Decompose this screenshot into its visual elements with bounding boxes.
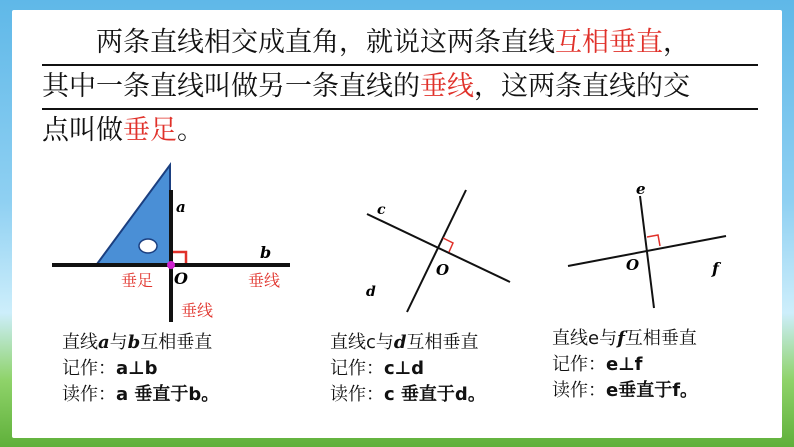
label-O-3: O	[626, 256, 640, 274]
figure-3	[568, 180, 726, 308]
set-square-triangle	[97, 165, 170, 264]
definition-text-2a: 其中一条直线叫做另一条直线的	[42, 71, 420, 102]
definition-text-2b: ，这两条直线的交	[474, 71, 690, 102]
figure-2	[366, 190, 510, 312]
label-d: d	[366, 284, 376, 300]
caption-3-reading-label: 读作：	[552, 380, 606, 401]
label-O-2: O	[436, 261, 450, 279]
caption-3-text-a: 直线e与	[552, 328, 618, 349]
term-mutually-perpendicular: 互相垂直	[555, 27, 663, 58]
definition-text-3b: 。	[177, 115, 204, 146]
set-square-hole	[139, 239, 157, 253]
figure-1	[52, 165, 290, 322]
caption-1-text-a: 直线	[62, 332, 98, 353]
term-foot-of-perpendicular: 垂足	[123, 115, 177, 146]
caption-3-notation	[552, 352, 698, 378]
caption-1-var-b: b	[127, 332, 141, 353]
caption-3-reading-value: e垂直于f。	[606, 380, 699, 401]
label-f: f	[712, 259, 719, 278]
caption-1-title	[62, 330, 219, 356]
label-c: c	[377, 202, 386, 218]
right-angle-mark-3	[647, 235, 660, 246]
caption-1-reading-label: 读作：	[62, 384, 116, 405]
caption-2-notation-value: c⊥d	[384, 358, 425, 379]
caption-3-reading	[552, 378, 698, 404]
caption-1-notation	[62, 356, 219, 382]
caption-1-var-a: a	[98, 332, 110, 353]
caption-figure-2	[330, 330, 486, 408]
caption-2-reading-value: c 垂直于d。	[384, 384, 486, 405]
caption-1-reading-value: a 垂直于b。	[116, 384, 220, 405]
label-e: e	[636, 180, 646, 198]
label-foot: 垂足	[121, 271, 154, 290]
caption-1-notation-label: 记作：	[62, 358, 116, 379]
caption-2-notation-label: 记作：	[330, 358, 384, 379]
caption-1-text-b: 与	[109, 332, 128, 353]
caption-3-notation-value: e⊥f	[606, 354, 643, 375]
term-perpendicular-line: 垂线	[420, 71, 474, 102]
label-b: b	[260, 243, 272, 262]
definition-text-1a: 两条直线相交成直角，就说这两条直线	[96, 27, 555, 58]
label-perpendicular-bottom: 垂线	[181, 301, 214, 320]
caption-2-reading	[330, 382, 486, 408]
caption-2-notation	[330, 356, 486, 382]
label-O-1: O	[174, 269, 188, 288]
caption-2-reading-label: 读作：	[330, 384, 384, 405]
definition-text-1b: ，	[663, 27, 690, 58]
caption-3-notation-label: 记作：	[552, 354, 606, 375]
caption-1-text-c: 互相垂直	[140, 332, 213, 353]
caption-1-notation-value: a⊥b	[116, 358, 158, 379]
foot-point	[167, 261, 175, 269]
caption-figure-1	[62, 330, 219, 408]
caption-1-reading	[62, 382, 219, 408]
caption-3-var-f: f	[617, 328, 625, 349]
label-perpendicular-right: 垂线	[248, 271, 281, 290]
caption-3-text-c: 互相垂直	[624, 328, 697, 349]
right-angle-mark-1	[173, 252, 186, 263]
label-a: a	[176, 198, 186, 216]
caption-2-text-a: 直线c与	[330, 332, 394, 353]
line-d	[407, 190, 466, 312]
caption-3-title	[552, 326, 698, 352]
caption-2-text-c: 互相垂直	[406, 332, 479, 353]
caption-2-var-d: d	[393, 332, 407, 353]
caption-2-title	[330, 330, 486, 356]
caption-figure-3	[552, 326, 698, 404]
definition-text-3a: 点叫做	[42, 115, 123, 146]
